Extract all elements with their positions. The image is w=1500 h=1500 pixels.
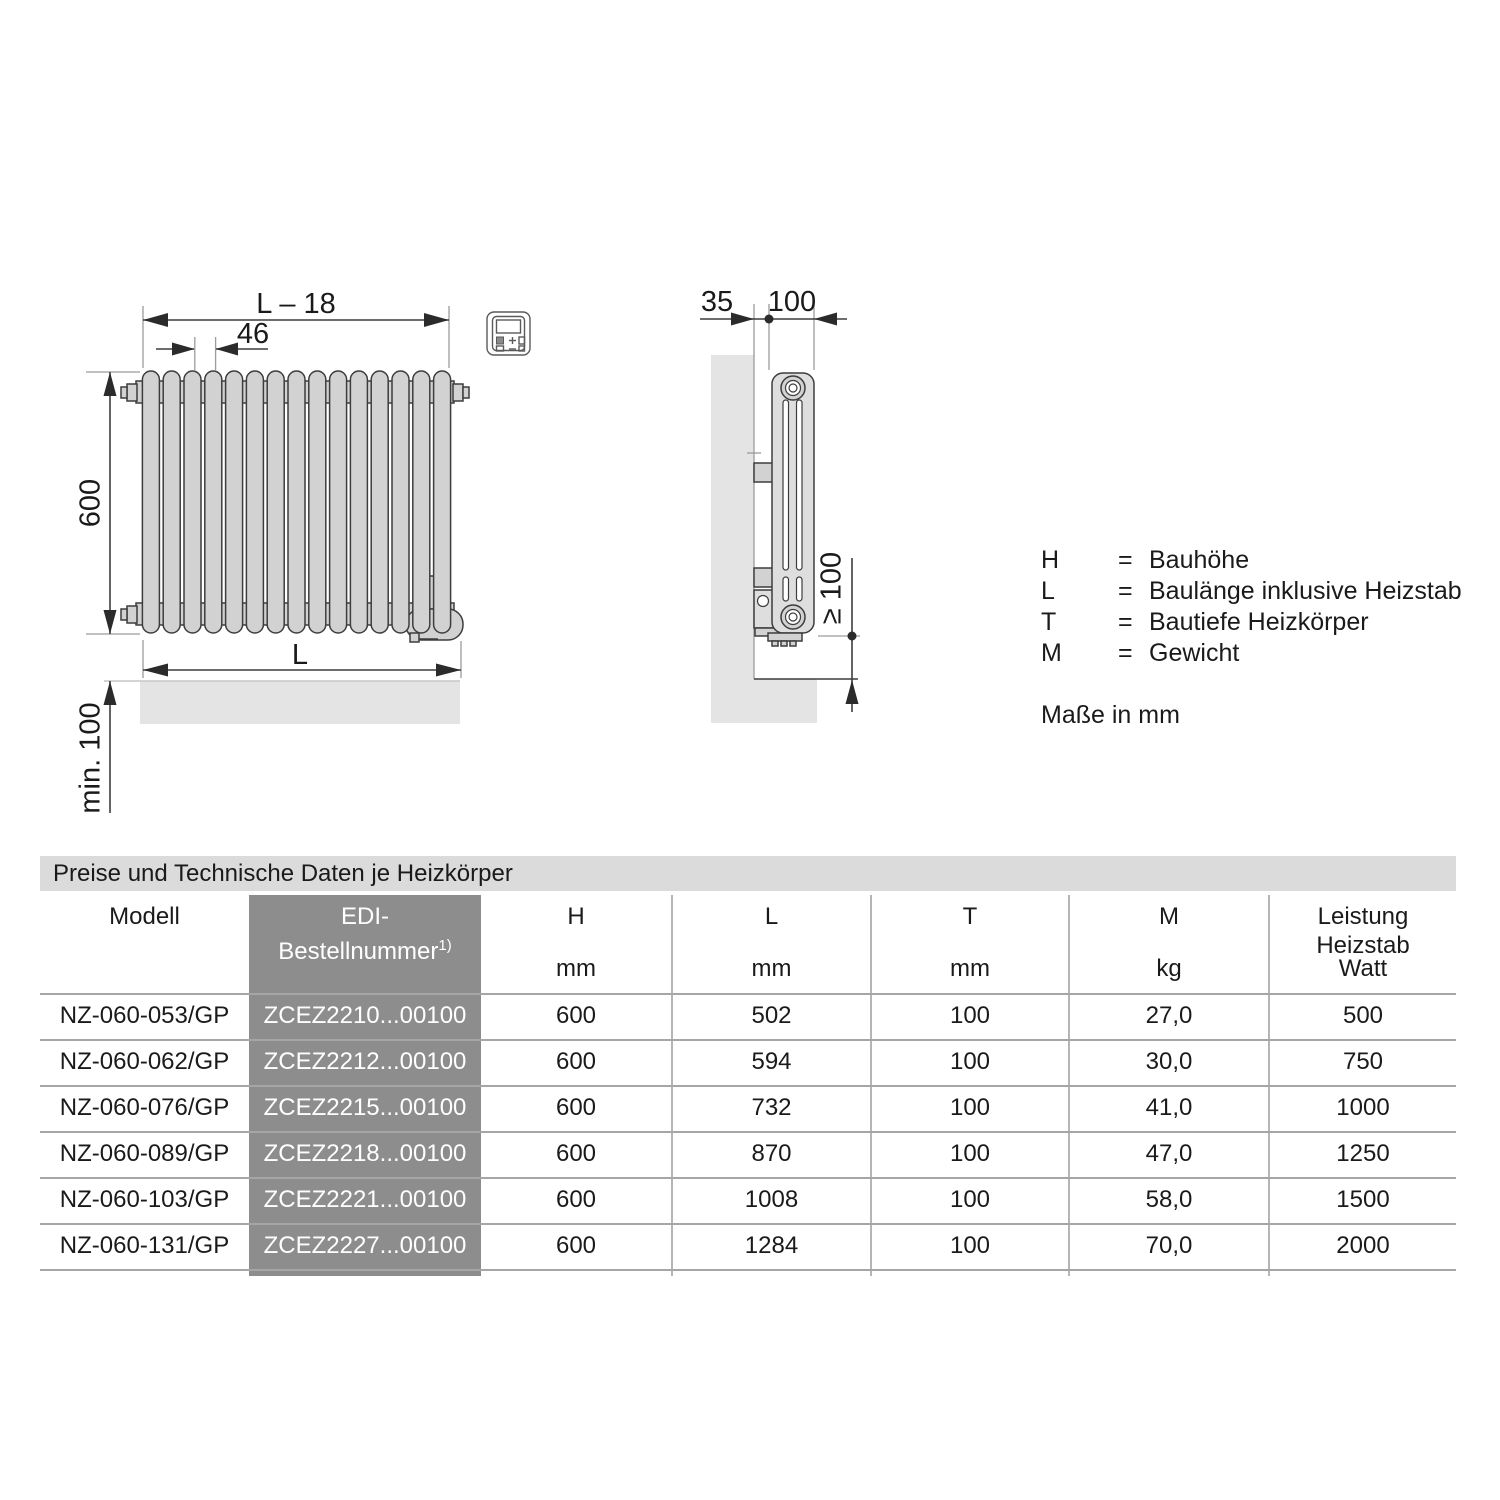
cell-edi: ZCEZ2212...00100 (249, 1041, 481, 1085)
cell-model: NZ-060-076/GP (59, 1094, 230, 1121)
dim-ge-100 (816, 552, 860, 712)
side-groove (783, 577, 789, 601)
table-header-row (40, 895, 1456, 993)
cell-watt: 750 (1268, 1041, 1456, 1085)
table-row (40, 1177, 1456, 1223)
legend (1041, 545, 1462, 731)
legend-definition: Bautiefe Heizkörper (1149, 608, 1369, 636)
display-icon (497, 320, 521, 333)
bottom-connection (768, 633, 802, 646)
heater-cable-gland (410, 633, 419, 642)
dim-min-100 (75, 681, 117, 814)
cell-model: NZ-060-103/GP (59, 1186, 230, 1213)
cell-m: 47,0 (1068, 1133, 1268, 1177)
dim-label-l: L (291, 639, 309, 671)
end-cap (463, 387, 469, 398)
floor-band (140, 681, 460, 724)
cell-m: 27,0 (1068, 995, 1268, 1039)
header-edi-bestellnummer (249, 895, 481, 993)
dim-label-46: 46 (236, 318, 270, 350)
cell-edi: ZCEZ2210...00100 (249, 995, 481, 1039)
side-groove (797, 400, 803, 570)
cell-edi: ZCEZ2215...00100 (249, 1087, 481, 1131)
dim-pitch-46 (156, 318, 269, 370)
cell-t: 100 (870, 1225, 1068, 1269)
legend-equals: = (1118, 608, 1133, 636)
cell-watt: 2000 (1268, 1225, 1456, 1269)
legend-definition: Baulänge inklusive Heizstab (1149, 577, 1462, 605)
cell-m: 70,0 (1068, 1225, 1268, 1269)
end-cap (121, 609, 127, 620)
cell-t: 100 (870, 1087, 1068, 1131)
dim-height-600 (75, 372, 140, 634)
cell-h: 600 (555, 1186, 597, 1213)
cell-t: 100 (870, 995, 1068, 1039)
cell-h: 600 (555, 1094, 597, 1121)
header-l: L mm (671, 895, 870, 993)
cell-model: NZ-060-053/GP (59, 1002, 230, 1029)
cell-model: NZ-060-131/GP (59, 1232, 230, 1259)
dim-label-600: 600 (74, 478, 107, 528)
legend-symbol: M (1041, 639, 1062, 667)
header-h: H mm (556, 903, 596, 982)
header-leistung: Leistung Heizstab Watt (1268, 895, 1456, 993)
legend-definition: Gewicht (1149, 639, 1240, 667)
mode-button-icon (497, 337, 504, 344)
cell-t: 100 (870, 1041, 1068, 1085)
cell-h: 600 (555, 1002, 597, 1029)
cell-watt: 500 (1268, 995, 1456, 1039)
front-view (75, 288, 469, 814)
table-row (40, 1039, 1456, 1085)
table-row (40, 1085, 1456, 1131)
cell-l: 1284 (671, 1225, 870, 1269)
cell-model: NZ-060-062/GP (59, 1048, 230, 1075)
side-view (700, 286, 860, 723)
header-m: M kg (1068, 895, 1268, 993)
table-bottom-stub (40, 1269, 1456, 1276)
legend-symbol: L (1041, 577, 1055, 605)
cell-h: 600 (555, 1232, 597, 1259)
cell-t: 100 (870, 1179, 1068, 1223)
cell-watt: 1500 (1268, 1179, 1456, 1223)
cell-l: 594 (671, 1041, 870, 1085)
bottom-bushing-inner (786, 610, 801, 625)
cell-h: 600 (555, 1048, 597, 1075)
legend-equals: = (1118, 577, 1133, 605)
side-groove (797, 577, 803, 601)
dim-label-ge100: ≥ 100 (815, 551, 848, 625)
cell-m: 58,0 (1068, 1179, 1268, 1223)
table-grid (40, 895, 1456, 1276)
dim-l-minus-18 (143, 288, 449, 368)
legend-equals: = (1118, 546, 1133, 574)
legend-row (1041, 638, 1462, 669)
cell-l: 870 (671, 1133, 870, 1177)
cell-watt: 1000 (1268, 1087, 1456, 1131)
cell-m: 30,0 (1068, 1041, 1268, 1085)
cell-l: 732 (671, 1087, 870, 1131)
cell-edi: ZCEZ2221...00100 (249, 1179, 481, 1223)
dim-length-l (143, 639, 461, 678)
side-groove (783, 400, 789, 570)
table-row (40, 993, 1456, 1039)
floor (711, 679, 817, 723)
top-bushing-inner (786, 381, 801, 396)
radiator-tubes (142, 371, 450, 633)
dim-label-min100: min. 100 (74, 702, 107, 814)
thermostat-control-icon (487, 312, 530, 355)
legend-row (1041, 607, 1462, 638)
dim-label-100: 100 (767, 286, 817, 318)
radiator-side-profile (772, 373, 814, 633)
footnote-marker: 1) (438, 937, 452, 954)
cell-m: 41,0 (1068, 1087, 1268, 1131)
units-note: Maße in mm (1041, 701, 1180, 729)
legend-symbol: T (1041, 608, 1057, 636)
header-t: T mm (870, 895, 1068, 993)
price-table (40, 856, 1456, 1276)
cell-t: 100 (870, 1133, 1068, 1177)
table-row (40, 1223, 1456, 1269)
dim-label-l18: L – 18 (256, 288, 336, 320)
cell-l: 1008 (671, 1179, 870, 1223)
wall (711, 355, 754, 679)
cell-model: NZ-060-089/GP (59, 1140, 230, 1167)
end-cap (127, 606, 137, 623)
cell-l: 502 (671, 995, 870, 1039)
legend-row (1041, 545, 1462, 576)
cell-edi: ZCEZ2227...00100 (249, 1225, 481, 1269)
table-title: Preise und Technische Daten je Heizkörper (40, 856, 1456, 891)
end-cap (121, 387, 127, 398)
cell-watt: 1250 (1268, 1133, 1456, 1177)
cell-edi: ZCEZ2218...00100 (249, 1133, 481, 1177)
legend-symbol: H (1041, 546, 1060, 574)
end-cap (453, 384, 463, 401)
dim-label-35: 35 (700, 286, 734, 318)
legend-row (1041, 576, 1462, 607)
cell-h: 600 (555, 1140, 597, 1167)
legend-definition: Bauhöhe (1149, 546, 1250, 574)
header-edi-line2: Bestellnummer (278, 938, 439, 965)
header-edi-line1: EDI- (341, 903, 389, 930)
table-row (40, 1131, 1456, 1177)
legend-equals: = (1118, 639, 1133, 667)
header-modell: Modell (109, 903, 180, 930)
end-cap (127, 384, 137, 401)
